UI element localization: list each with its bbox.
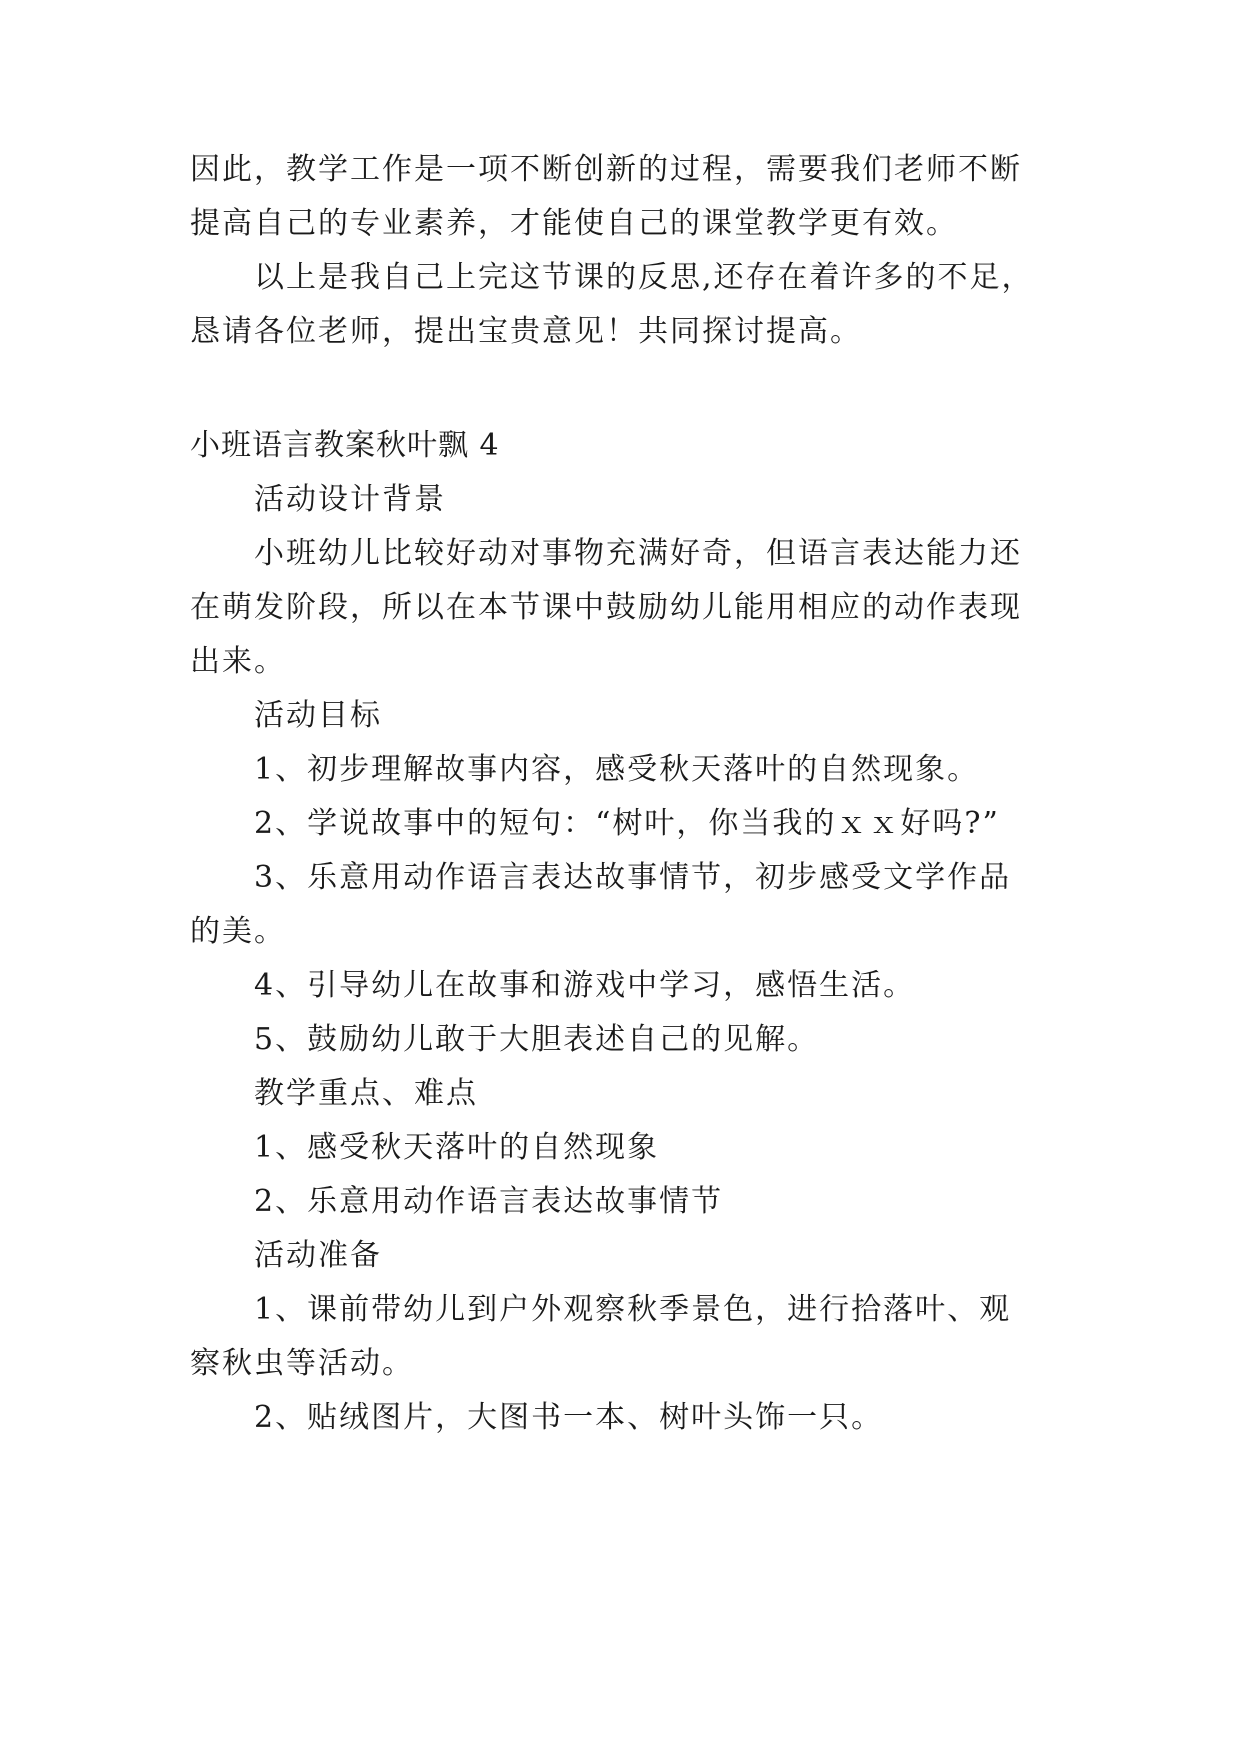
list-item: 2、学说故事中的短句：“树叶，你当我的ｘｘ好吗?” <box>254 806 1000 841</box>
list-item-continuation: 察秋虫等活动。 <box>190 1346 414 1381</box>
subheading: 活动设计背景 <box>254 482 446 517</box>
list-item: 1、课前带幼儿到户外观察秋季景色，进行拾落叶、观 <box>254 1292 1012 1327</box>
paragraph-line: 以上是我自己上完这节课的反思,还存在着许多的不足， <box>254 260 1034 295</box>
paragraph-line: 在萌发阶段，所以在本节课中鼓励幼儿能用相应的动作表现 <box>190 590 1022 625</box>
list-item: 1、感受秋天落叶的自然现象 <box>254 1130 660 1165</box>
list-item: 2、贴绒图片，大图书一本、树叶头饰一只。 <box>254 1400 884 1435</box>
list-item: 2、乐意用动作语言表达故事情节 <box>254 1184 724 1219</box>
paragraph-line: 小班幼儿比较好动对事物充满好奇，但语言表达能力还 <box>254 536 1022 571</box>
list-item: 4、引导幼儿在故事和游戏中学习，感悟生活。 <box>254 968 916 1003</box>
paragraph-line: 因此，教学工作是一项不断创新的过程，需要我们老师不断 <box>190 152 1022 187</box>
list-item: 1、初步理解故事内容，感受秋天落叶的自然现象。 <box>254 752 980 787</box>
subheading: 活动准备 <box>254 1238 382 1273</box>
paragraph-line: 出来。 <box>190 644 286 679</box>
section-title: 小班语言教案秋叶飘 4 <box>190 428 500 463</box>
paragraph-line: 恳请各位老师，提出宝贵意见！共同探讨提高。 <box>190 314 862 349</box>
list-item-continuation: 的美。 <box>190 914 286 949</box>
list-item: 3、乐意用动作语言表达故事情节，初步感受文学作品 <box>254 860 1012 895</box>
list-item: 5、鼓励幼儿敢于大胆表述自己的见解。 <box>254 1022 820 1057</box>
subheading: 教学重点、难点 <box>254 1076 478 1111</box>
subheading: 活动目标 <box>254 698 382 733</box>
paragraph-line: 提高自己的专业素养，才能使自己的课堂教学更有效。 <box>190 206 958 241</box>
